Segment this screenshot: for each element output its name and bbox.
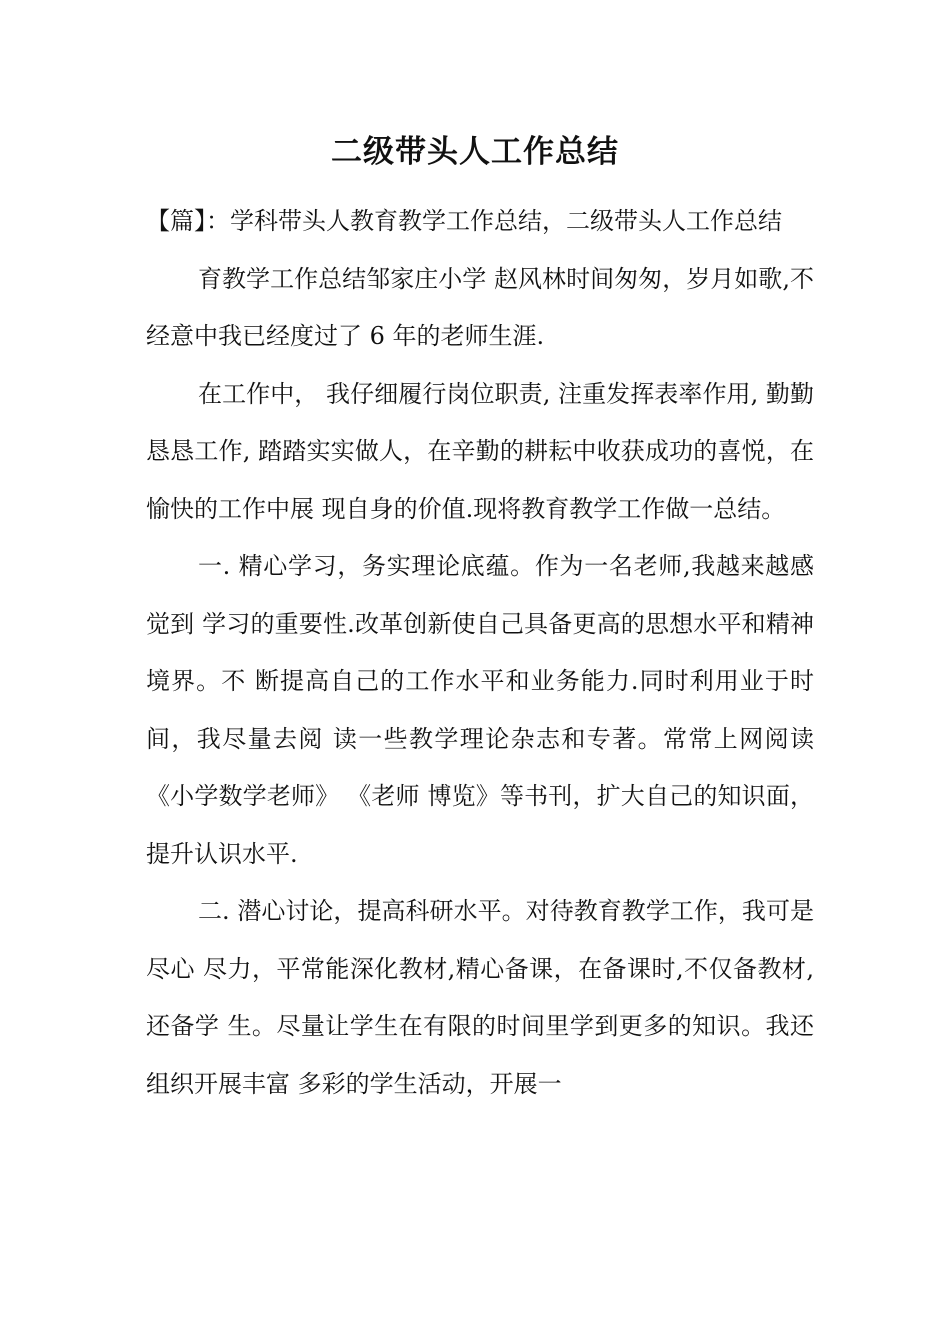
paragraph-1: 育教学工作总结邹家庄小学 赵风林时间匆匆，岁月如歌,不经意中我已经度过了 6 年的老师生涯. <box>146 264 814 350</box>
document-body <box>146 193 814 1113</box>
document-title: 二级带头人工作总结 <box>331 134 619 170</box>
paragraph-4: 二. 潜心讨论，提高科研水平。对待教育教学工作，我可是尽心 尽力，平常能深化教材,精心备课，在备课时,不仅备教材,还备学 生。尽量让学生在有限的时间里学到更多的知识。我还组织开展丰富 多彩的学生活动，开展一 <box>146 897 814 1098</box>
paragraph-3: 一. 精心学习，务实理论底蕴。作为一名老师,我越来越感觉到 学习的重要性.改革创新使自己具备更高的思想水平和精神境界。不 断提高自己的工作水平和业务能力.同时利用业于时间，我尽量去阅 读一些教学理论杂志和专著。常常上网阅读《小学数学老师》 《老师 博览》等书刊，扩大自己的知识面，提升认识水平. <box>146 552 814 868</box>
paragraph-2: 在工作中， 我仔细履行岗位职责, 注重发挥表率作用, 勤勤恳恳工作, 踏踏实实做人，在辛勤的耕耘中收获成功的喜悦，在愉快的工作中展 现自身的价值.现将教育教学工作做一总结。 <box>146 379 814 523</box>
intro-paragraph: 【篇】：学科带头人教育教学工作总结，二级带头人工作总结 <box>146 207 782 235</box>
